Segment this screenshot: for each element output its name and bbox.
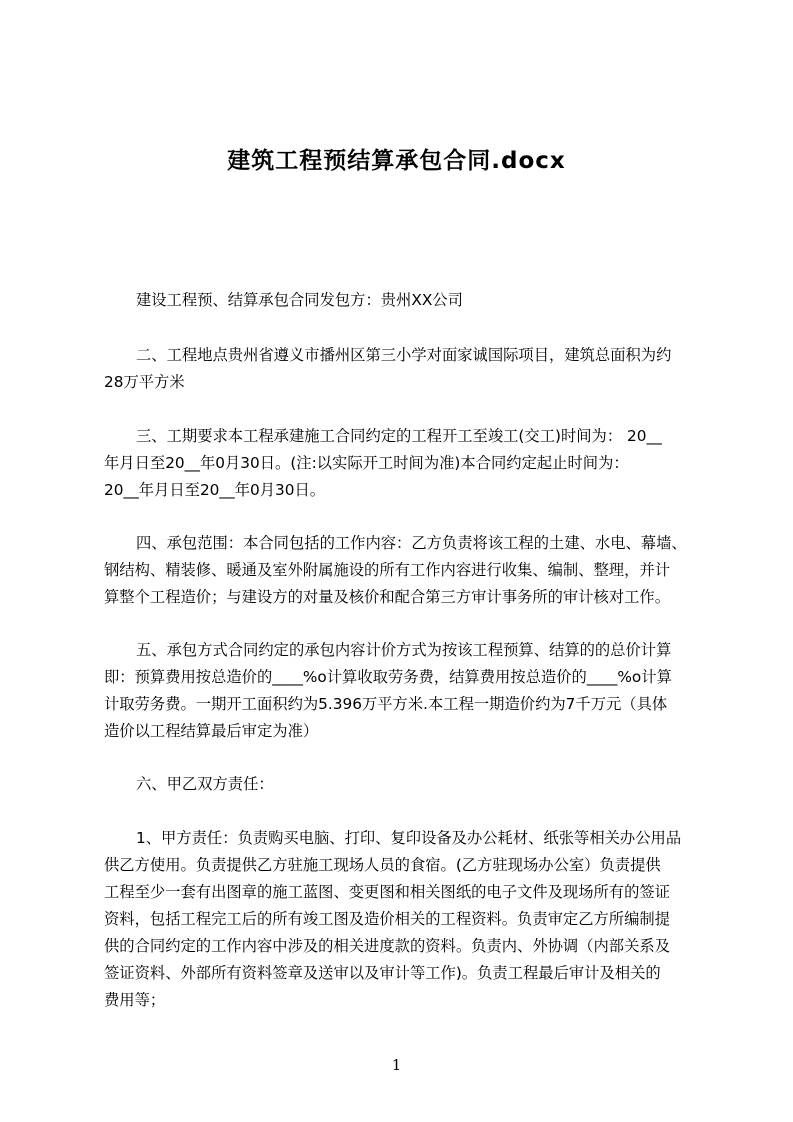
party-a-line: 建设工程预、结算承包合同发包方：贵州XX公司 bbox=[136, 291, 463, 309]
section-3-line-1: 三、工期要求本工程承建施工合同约定的工程开工至竣工(交工)时间为： 20__ bbox=[136, 427, 662, 445]
section-3-line-3: 20__年月日至20__年0月30日。 bbox=[104, 481, 326, 499]
section-6-item-1-line-3: 工程至少一套有出图章的施工蓝图、变更图和相关图纸的电子文件及现场所有的签证 bbox=[104, 883, 670, 901]
section-6-item-1-line-2: 供乙方使用。负责提供乙方驻施工现场人员的食宿。(乙方驻现场办公室）负责提供 bbox=[104, 856, 661, 874]
section-4-line-2: 钢结构、精装修、暖通及室外附属施设的所有工作内容进行收集、编制、整理，并计 bbox=[104, 561, 670, 579]
section-2-line-2: 28万平方米 bbox=[104, 373, 185, 391]
document-title: 建筑工程预结算承包合同.docx bbox=[227, 148, 566, 174]
section-5-line-2: 即：预算费用按总造价的____%o计算收取劳务费，结算费用按总造价的____%o计算 bbox=[104, 668, 672, 686]
section-6-item-1-line-6: 签证资料、外部所有资料签章及送审以及审计等工作)。负责工程最后审计及相关的 bbox=[104, 964, 661, 982]
section-5-line-3: 计取劳务费。一期开工面积约为5.396万平方米.本工程一期造价约为7千万元（具体 bbox=[104, 695, 668, 713]
section-2-line-1: 二、工程地点贵州省遵义市播州区第三小学对面家诚国际项目，建筑总面积为约 bbox=[136, 346, 672, 364]
section-6-heading: 六、甲乙双方责任： bbox=[136, 775, 274, 793]
page-number: 1 bbox=[391, 1056, 402, 1074]
section-3-line-2: 年月日至20__年0月30日。(注:以实际开工时间为准)本合同约定起止时间为： bbox=[104, 454, 629, 472]
section-6-item-1-line-5: 供的合同约定的工作内容中涉及的相关进度款的资料。负责内、外协调（内部关系及 bbox=[104, 937, 670, 955]
section-5-line-4: 造价以工程结算最后审定为准） bbox=[104, 722, 319, 740]
section-4-line-1: 四、承包范围：本合同包括的工作内容：乙方负责将该工程的土建、水电、幕墙、 bbox=[136, 534, 687, 552]
section-6-item-1-line-4: 资料，包括工程完工后的所有竣工图及造价相关的工程资料。负责审定乙方所编制提 bbox=[104, 910, 670, 928]
section-5-line-1: 五、承包方式合同约定的承包内容计价方式为按该工程预算、结算的的总价计算 bbox=[136, 641, 672, 659]
section-6-item-1-line-1: 1、甲方责任：负责购买电脑、打印、复印设备及办公耗材、纸张等相关办公用品 bbox=[136, 829, 682, 847]
section-6-item-1-line-7: 费用等； bbox=[104, 991, 166, 1009]
section-4-line-3: 算整个工程造价；与建设方的对量及核价和配合第三方审计事务所的审计核对工作。 bbox=[104, 588, 670, 606]
